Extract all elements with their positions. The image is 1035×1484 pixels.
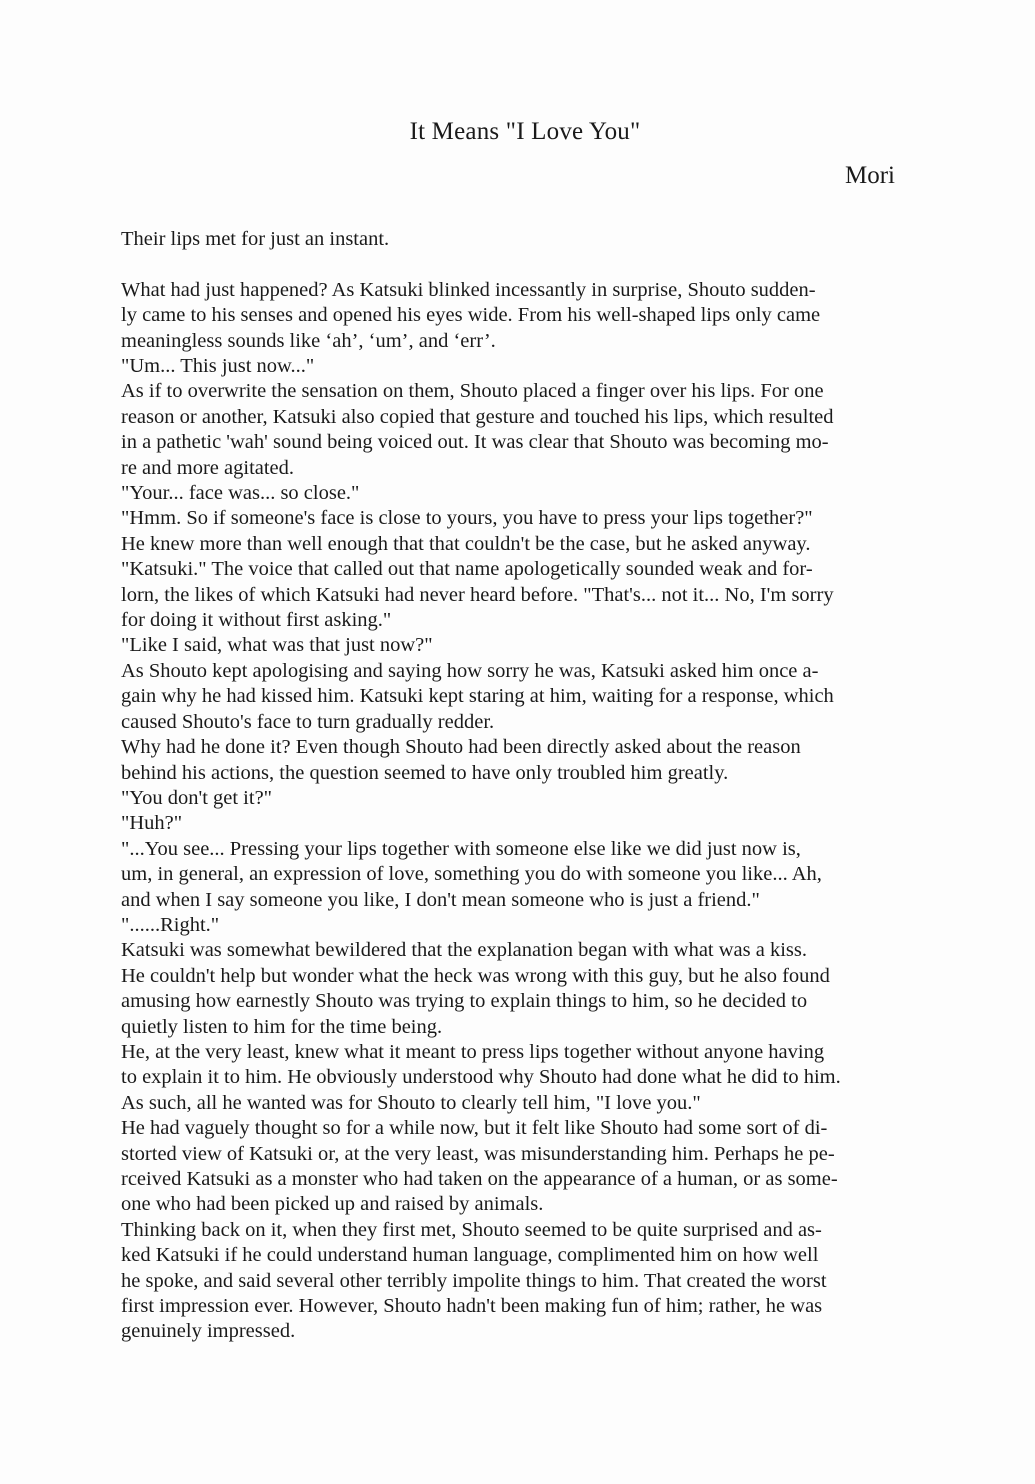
text-line: Why had he done it? Even though Shouto had been directly asked about the reason — [121, 736, 801, 759]
paragraph — [110, 1040, 915, 1116]
text-line: ked Katsuki if he could understand human language, complimented him on how well — [121, 1244, 819, 1267]
text-line: "...You see... Pressing your lips together with someone else like we did just now is, — [121, 837, 801, 860]
text-line: Their lips met for just an instant. — [121, 228, 390, 250]
text-line: one who had been picked up and raised by animals. — [121, 1193, 544, 1216]
text-line: first impression ever. However, Shouto hadn't been making fun of him; rather, he was — [121, 1295, 823, 1318]
paragraph — [110, 938, 915, 1040]
text-line: He, at the very least, knew what it meant to press lips together without anyone having — [121, 1040, 825, 1063]
text-line: gain why he had kissed him. Katsuki kept staring at him, waiting for a response, which — [121, 685, 834, 708]
story-body — [110, 227, 915, 1345]
text-line: "Your... face was... so close." — [121, 482, 360, 505]
paragraph — [110, 735, 915, 786]
paragraph — [110, 811, 915, 836]
paragraph — [110, 481, 915, 506]
text-line: quietly listen to him for the time being. — [121, 1015, 443, 1038]
text-line: "Um... This just now..." — [121, 355, 315, 378]
text-line: Katsuki was somewhat bewildered that the explanation began with what was a kiss. — [121, 939, 808, 962]
text-line: in a pathetic 'wah' sound being voiced out. It was clear that Shouto was becoming mo- — [121, 431, 829, 454]
paragraph — [110, 506, 915, 531]
text-line: "Like I said, what was that just now?" — [121, 634, 433, 657]
text-line: As if to overwrite the sensation on them, Shouto placed a finger over his lips. For one — [121, 380, 824, 403]
text-line: He had vaguely thought so for a while now, but it felt like Shouto had some sort of di- — [121, 1117, 828, 1140]
text-line: behind his actions, the question seemed to have only troubled him greatly. — [121, 761, 729, 784]
paragraph — [110, 786, 915, 811]
paragraph — [110, 633, 915, 658]
paragraph — [110, 532, 915, 557]
text-line: caused Shouto's face to turn gradually redder. — [121, 710, 495, 733]
text-line: "Hmm. So if someone's face is close to yours, you have to press your lips together?" — [121, 507, 813, 530]
text-line: He couldn't help but wonder what the heck was wrong with this guy, but he also found — [121, 964, 830, 987]
author-name: Mori — [845, 162, 895, 189]
text-line: What had just happened? As Katsuki blinked incessantly in surprise, Shouto sudden- — [121, 278, 816, 301]
text-line: for doing it without first asking." — [121, 609, 392, 632]
text-line: rceived Katsuki as a monster who had taken on the appearance of a human, or as some- — [121, 1168, 838, 1191]
text-line: ly came to his senses and opened his eyes wide. From his well-shaped lips only came — [121, 304, 821, 327]
text-line: meaningless sounds like ‘ah’, ‘um’, and ‘err’. — [121, 329, 496, 352]
paragraph — [110, 913, 915, 938]
text-line: and when I say someone you like, I don't mean someone who is just a friend." — [121, 888, 760, 911]
text-line: re and more agitated. — [121, 456, 295, 479]
page-title: It Means "I Love You" — [409, 118, 641, 145]
text-line: Thinking back on it, when they first met, Shouto seemed to be quite surprised and as- — [121, 1218, 822, 1241]
paragraph — [110, 837, 915, 913]
text-line: He knew more than well enough that that couldn't be the case, but he asked anyway. — [121, 532, 811, 555]
text-line: lorn, the likes of which Katsuki had never heard before. "That's... not it... No, I'm sorry — [121, 583, 834, 606]
text-line: genuinely impressed. — [121, 1320, 296, 1343]
text-line: he spoke, and said several other terribly impolite things to him. That created the worst — [121, 1269, 827, 1292]
text-line: um, in general, an expression of love, something you do with someone you like... Ah, — [121, 863, 822, 886]
text-line: reason or another, Katsuki also copied that gesture and touched his lips, which resulted — [121, 405, 834, 428]
paragraph — [110, 557, 915, 633]
paragraph — [110, 227, 915, 252]
paragraph — [110, 659, 915, 735]
paragraph — [110, 379, 915, 481]
text-line: "Katsuki." The voice that called out that name apologetically sounded weak and for- — [121, 558, 813, 581]
paragraph — [110, 1116, 915, 1218]
text-line: "Huh?" — [121, 812, 183, 835]
paragraph — [110, 278, 915, 354]
text-line: amusing how earnestly Shouto was trying to explain things to him, so he decided to — [121, 990, 808, 1013]
text-line: As such, all he wanted was for Shouto to clearly tell him, "I love you." — [121, 1091, 701, 1114]
text-line: As Shouto kept apologising and saying how sorry he was, Katsuki asked him once a- — [121, 659, 819, 682]
text-line: "You don't get it?" — [121, 786, 273, 809]
text-line: "......Right." — [121, 913, 220, 936]
paragraph — [110, 1218, 915, 1345]
text-line: to explain it to him. He obviously understood why Shouto had done what he did to him. — [121, 1066, 841, 1089]
paragraph — [110, 354, 915, 379]
text-line: storted view of Katsuki or, at the very least, was misunderstanding him. Perhaps he pe- — [121, 1142, 835, 1165]
